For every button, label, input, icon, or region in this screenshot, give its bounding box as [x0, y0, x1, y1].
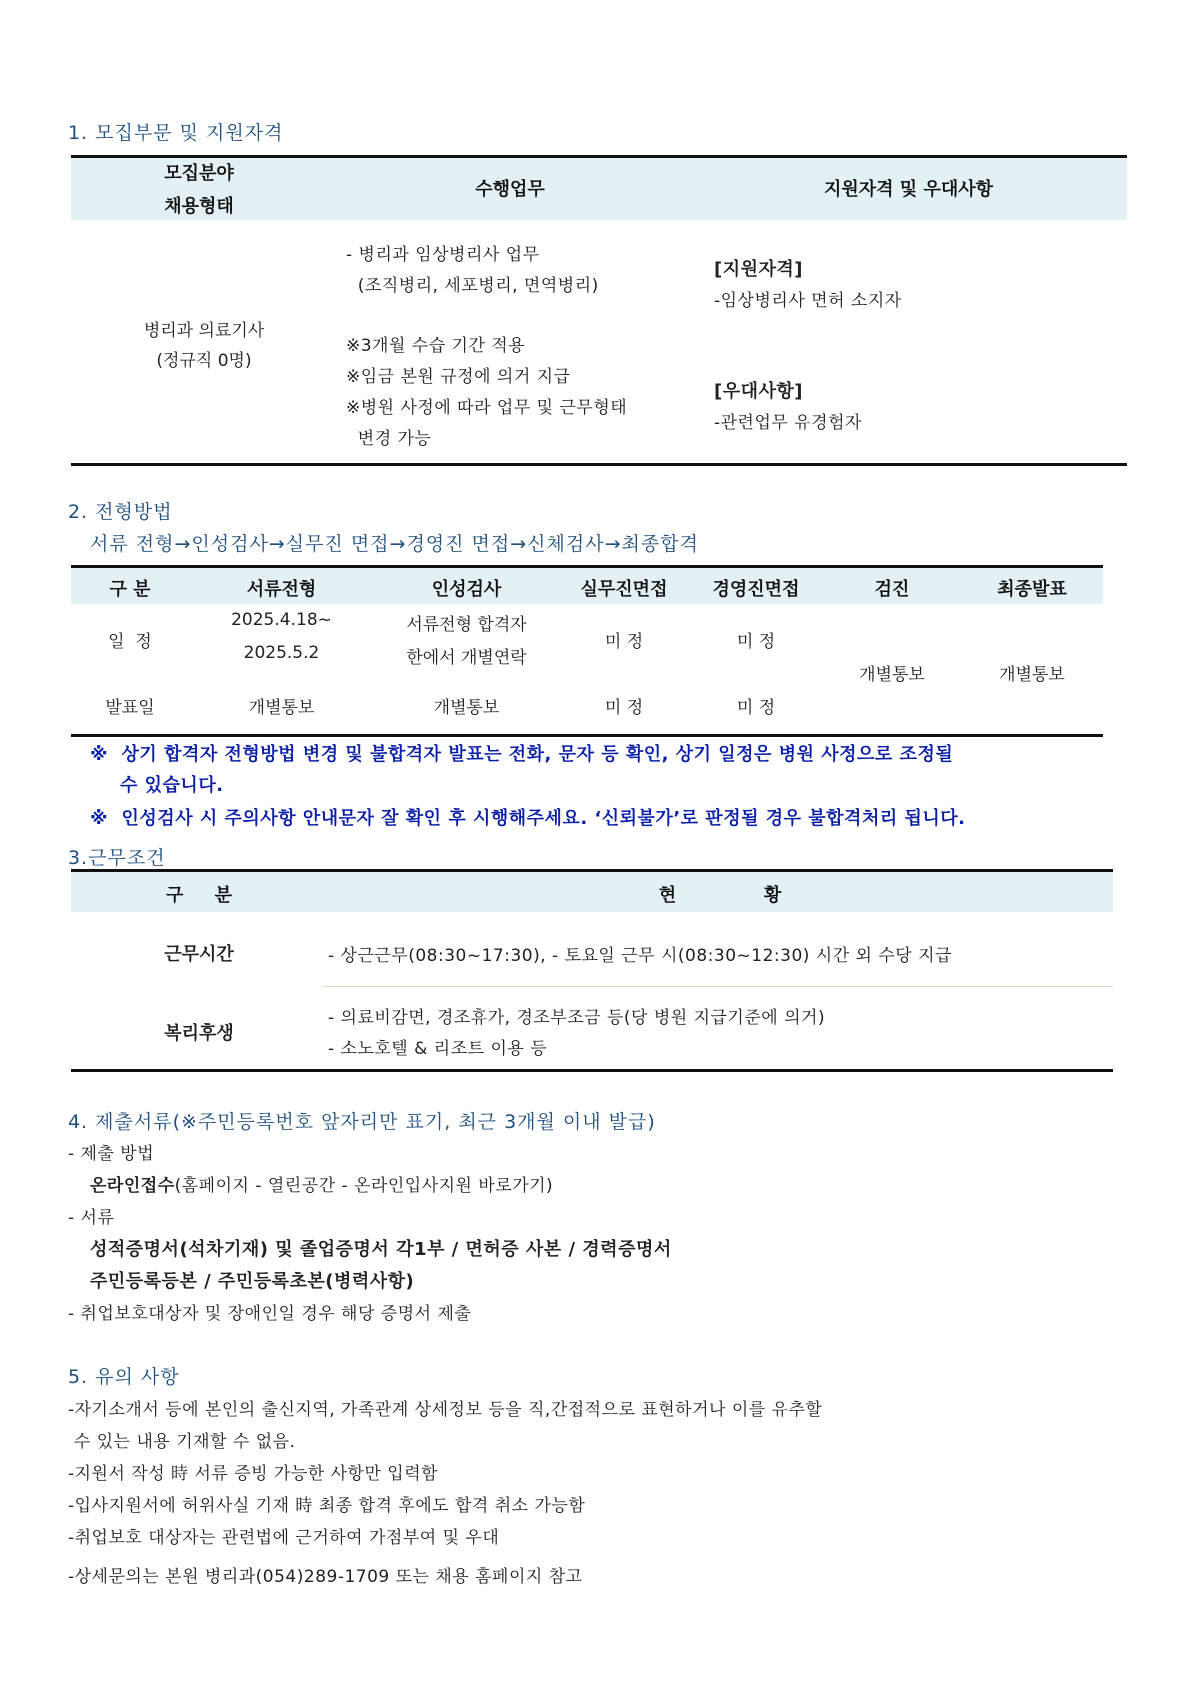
announce-executive-interview: 미 정 [736, 698, 776, 718]
row-schedule-label: 일 정 [108, 632, 152, 652]
header-category: 구 분 [109, 579, 151, 600]
duty-line: ※3개월 수습 기간 적용 [346, 336, 526, 356]
table-3-bottom-rule [71, 1069, 1113, 1072]
qualification-title: [지원자격] [714, 259, 804, 280]
header-final-announcement: 최종발표 [997, 579, 1067, 600]
header-category: 구 분 [165, 885, 233, 906]
final-notice: 개별통보 [999, 665, 1065, 685]
duty-line: ※임금 본원 규정에 의거 지급 [346, 367, 571, 387]
preference-title: [우대사항] [714, 381, 804, 402]
header-field: 모집분야 [164, 163, 234, 184]
header-executive-interview: 경영진면접 [712, 579, 800, 600]
duty-line: 변경 가능 [346, 429, 432, 449]
working-hours-text: - 상근근무(08:30~17:30), - 토요일 근무 시(08:30~12:30) 시간 외 수당 지급 [328, 946, 952, 966]
section-1-heading: 1. 모집부문 및 지원자격 [68, 122, 284, 144]
checkup-notice: 개별통보 [859, 665, 925, 685]
notice-1: ※ 상기 합격자 전형방법 변경 및 불합격자 발표는 전화, 문자 등 확인, 상기 일정은 병원 사정으로 조정될 [90, 744, 954, 765]
section-2-heading: 2. 전형방법 [68, 501, 173, 523]
header-document-screening: 서류전형 [246, 579, 317, 600]
caution-line: -자기소개서 등에 본인의 출신지역, 가족관계 상세정보 등을 직,간접적으로 표현하거나 이를 유추할 [68, 1400, 823, 1420]
caution-line: -지원서 작성 時 서류 증빙 가능한 사항만 입력함 [68, 1464, 439, 1484]
notice-1-continued: 수 있습니다. [120, 775, 224, 796]
working-hours-label: 근무시간 [164, 944, 234, 965]
contact-line: -상세문의는 본원 병리과(054)289-1709 또는 채용 홈페이지 참고 [68, 1567, 583, 1587]
table-2-bottom-rule [71, 734, 1103, 737]
documents-line: 주민등록등본 / 주민등록초본(병력사항) [90, 1271, 415, 1292]
method-line [90, 1171, 553, 1196]
documents-note: - 취업보호대상자 및 장애인일 경우 해당 증명서 제출 [68, 1304, 472, 1324]
welfare-label: 복리후생 [164, 1023, 234, 1044]
header-qualifications: 지원자격 및 우대사항 [823, 179, 994, 200]
schedule-executive-interview: 미 정 [736, 632, 776, 652]
documents-line: 성적증명서(석차기재) 및 졸업증명서 각1부 / 면허증 사본 / 경력증명서 [90, 1239, 672, 1260]
method-online: 온라인접수 [90, 1176, 175, 1196]
announce-aptitude: 개별통보 [433, 698, 500, 718]
schedule-staff-interview: 미 정 [604, 632, 644, 652]
schedule-document-end: 2025.5.2 [243, 643, 320, 663]
field-name: 병리과 의료기사 [143, 321, 265, 341]
section-4-heading: 4. 제출서류(※주민등록번호 앞자리만 표기, 최근 3개월 이내 발급) [68, 1111, 656, 1133]
notice-2: ※ 인성검사 시 주의사항 안내문자 잘 확인 후 시행해주세요. ‘신뢰불가’로 판정될 경우 불합격처리 됩니다. [90, 808, 966, 829]
section-3-heading: 3.근무조건 [68, 847, 166, 869]
section-5-heading: 5. 유의 사항 [68, 1366, 180, 1388]
duty-line: - 병리과 임상병리사 업무 [346, 245, 540, 265]
row-announcement-label: 발표일 [105, 698, 155, 718]
schedule-document-start: 2025.4.18~ [231, 610, 332, 630]
duty-line: ※병원 사정에 따라 업무 및 근무형태 [346, 398, 628, 418]
method-label: - 제출 방법 [68, 1144, 155, 1164]
qualification-text: -임상병리사 면허 소지자 [714, 291, 902, 311]
caution-line: 수 있는 내용 기재할 수 없음. [68, 1432, 296, 1452]
header-duties: 수행업무 [475, 179, 545, 200]
welfare-line: - 의료비감면, 경조휴가, 경조부조금 등(당 병원 지급기준에 의거) [328, 1008, 826, 1028]
preference-text: -관련업무 유경험자 [714, 413, 862, 433]
header-medical-checkup: 검진 [874, 579, 910, 600]
welfare-line: - 소노호텔 & 리조트 이용 등 [328, 1039, 548, 1059]
schedule-aptitude: 한에서 개별연락 [406, 648, 527, 668]
duty-line: (조직병리, 세포병리, 면역병리) [346, 276, 599, 296]
method-path: (홈페이지 - 열린공간 - 온라인입사지원 바로가기) [174, 1176, 554, 1196]
documents-label: - 서류 [68, 1208, 115, 1228]
header-staff-interview: 실무진면접 [580, 579, 668, 600]
table-1-bottom-rule [71, 463, 1127, 466]
schedule-aptitude: 서류전형 합격자 [406, 615, 527, 635]
header-status: 현 황 [658, 885, 782, 906]
selection-flow: 서류 전형→인성검사→실무진 면접→경영진 면접→신체검사→최종합격 [90, 533, 699, 555]
caution-line: -입사지원서에 허위사실 기재 時 최종 합격 후에도 합격 취소 가능함 [68, 1496, 586, 1516]
caution-line: -취업보호 대상자는 관련법에 근거하여 가점부여 및 우대 [68, 1528, 500, 1548]
header-type: 채용형태 [164, 196, 234, 217]
header-aptitude-test: 인성검사 [431, 579, 502, 600]
row-divider [323, 986, 1113, 987]
field-headcount: (정규직 0명) [156, 351, 252, 371]
announce-staff-interview: 미 정 [604, 698, 644, 718]
announce-document: 개별통보 [248, 698, 315, 718]
